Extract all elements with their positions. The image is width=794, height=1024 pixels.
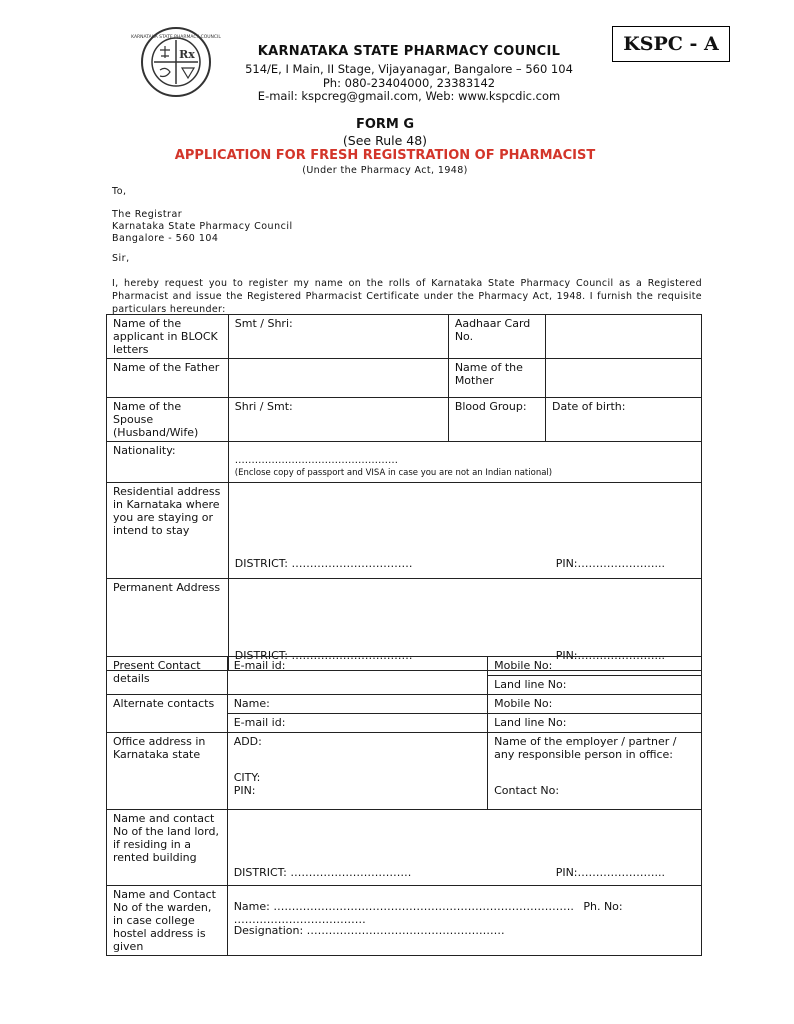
- application-title: APPLICATION FOR FRESH REGISTRATION OF PHARMACIST: [174, 148, 596, 163]
- aadhaar-field[interactable]: [546, 315, 702, 359]
- father-name-field[interactable]: [228, 359, 448, 398]
- father-name-label: Name of the Father: [107, 359, 229, 398]
- present-mobile-label: Mobile No:: [494, 659, 553, 672]
- residential-address-field[interactable]: [228, 483, 701, 579]
- alternate-email-field[interactable]: [227, 714, 487, 733]
- alternate-mobile-label: Mobile No:: [494, 697, 553, 710]
- warden-designation-line: Designation: ………………………………………………: [233, 924, 505, 937]
- nationality-dots: ………………….………………………: [234, 455, 398, 466]
- landlord-field[interactable]: [227, 810, 701, 886]
- warden-label: Name and Contact No of the warden, in case college hostel address is given: [107, 886, 228, 956]
- permanent-pin: PIN:…………………...: [555, 649, 665, 662]
- present-email-label: E-mail id:: [233, 659, 286, 672]
- alternate-contacts-label: Alternate contacts: [107, 695, 228, 733]
- alternate-email-label: E-mail id:: [233, 716, 286, 729]
- recipient-title: The Registrar: [112, 209, 183, 220]
- nationality-label: Nationality:: [107, 442, 229, 483]
- permanent-address-label: Permanent Address: [107, 579, 229, 671]
- application-form-table: [106, 314, 702, 671]
- nationality-note: (Enclose copy of passport and VISA in case you are not an Indian national): [234, 468, 553, 478]
- residential-district: DISTRICT: ……………………………: [234, 557, 413, 570]
- present-landline-label: Land line No:: [494, 678, 567, 691]
- aadhaar-label: Aadhaar Card No.: [448, 315, 545, 359]
- employer-label: Name of the employer / partner / any responsible person in office:: [494, 735, 677, 761]
- recipient-city: Bangalore - 560 104: [112, 233, 219, 244]
- nationality-field[interactable]: [228, 442, 701, 483]
- residential-pin: PIN:…………………...: [555, 557, 665, 570]
- permanent-district: DISTRICT: ……………………………: [234, 649, 413, 662]
- alternate-landline-field[interactable]: [488, 714, 702, 733]
- council-phone: Ph: 080-23404000, 23383142: [322, 76, 496, 90]
- office-add-label: ADD:: [233, 735, 262, 748]
- salutation: Sir,: [112, 253, 130, 264]
- council-address: 514/E, I Main, II Stage, Vijayanagar, Bangalore – 560 104: [245, 62, 573, 76]
- alternate-name-label: Name:: [233, 697, 270, 710]
- present-landline-field[interactable]: [488, 676, 702, 695]
- office-pin-label: PIN:: [233, 784, 256, 797]
- dob-field[interactable]: [546, 398, 702, 442]
- applicant-name-label: Name of the applicant in BLOCK letters: [107, 315, 229, 359]
- blood-group-field[interactable]: [448, 398, 545, 442]
- svg-text:Rx: Rx: [179, 48, 195, 61]
- spouse-name-field[interactable]: [228, 398, 448, 442]
- form-reference-code: KSPC - A: [612, 26, 730, 62]
- smt-shri-label: Smt / Shri:: [234, 317, 293, 330]
- applicant-name-field[interactable]: [228, 315, 448, 359]
- present-mobile-field[interactable]: [488, 657, 702, 676]
- residential-address-label: Residential address in Karnataka where you are staying or intend to stay: [107, 483, 229, 579]
- svg-text:KARNATAKA STATE PHARMACY COUNC: KARNATAKA STATE PHARMACY COUNCIL: [131, 35, 221, 40]
- landlord-label: Name and contact No of the land lord, if residing in a rented building: [107, 810, 228, 886]
- dob-label: Date of birth:: [552, 400, 626, 413]
- landlord-district: DISTRICT: ……………………………: [233, 866, 412, 879]
- form-title: FORM G: [355, 117, 415, 132]
- alternate-name-field[interactable]: [227, 695, 487, 714]
- shri-smt-label: Shri / Smt:: [234, 400, 293, 413]
- office-city-label: CITY:: [233, 771, 261, 784]
- present-contact-label: Present Contact details: [107, 657, 228, 695]
- employer-field[interactable]: [488, 733, 702, 810]
- landlord-pin: PIN:…………………...: [555, 866, 665, 879]
- warden-phone-line: Ph. No: ………………………………: [233, 900, 623, 926]
- office-address-field[interactable]: [227, 733, 487, 810]
- present-email-field[interactable]: [227, 657, 487, 695]
- alternate-mobile-field[interactable]: [488, 695, 702, 714]
- contact-details-table: [106, 656, 702, 956]
- warden-field[interactable]: [227, 886, 701, 956]
- mother-name-label: Name of the Mother: [448, 359, 545, 398]
- request-paragraph: I, hereby request you to register my name on the rolls of Karnataka State Pharmacy Council as a Registered Pharmacist and issue the Registered Pharmacist Certificate under the Pharmacy Act, 1948. I furnish the requisite particulars hereunder:: [112, 278, 702, 315]
- office-address-label: Office address in Karnataka state: [107, 733, 228, 810]
- spouse-name-label: Name of the Spouse (Husband/Wife): [107, 398, 229, 442]
- recipient-org: Karnataka State Pharmacy Council: [112, 221, 293, 232]
- form-rule: (See Rule 48): [342, 133, 428, 148]
- council-contact: E-mail: kspcreg@gmail.com, Web: www.kspcdic.com: [257, 89, 561, 103]
- letter-to: To,: [112, 186, 127, 197]
- blood-group-label: Blood Group:: [454, 400, 527, 413]
- warden-name-line: Name: ……………………………………………………………………….: [233, 900, 574, 913]
- alternate-landline-label: Land line No:: [494, 716, 567, 729]
- mother-name-field[interactable]: [546, 359, 702, 398]
- council-name: KARNATAKA STATE PHARMACY COUNCIL: [257, 44, 561, 59]
- office-contact-label: Contact No:: [494, 784, 560, 797]
- act-reference: (Under the Pharmacy Act, 1948): [302, 165, 468, 176]
